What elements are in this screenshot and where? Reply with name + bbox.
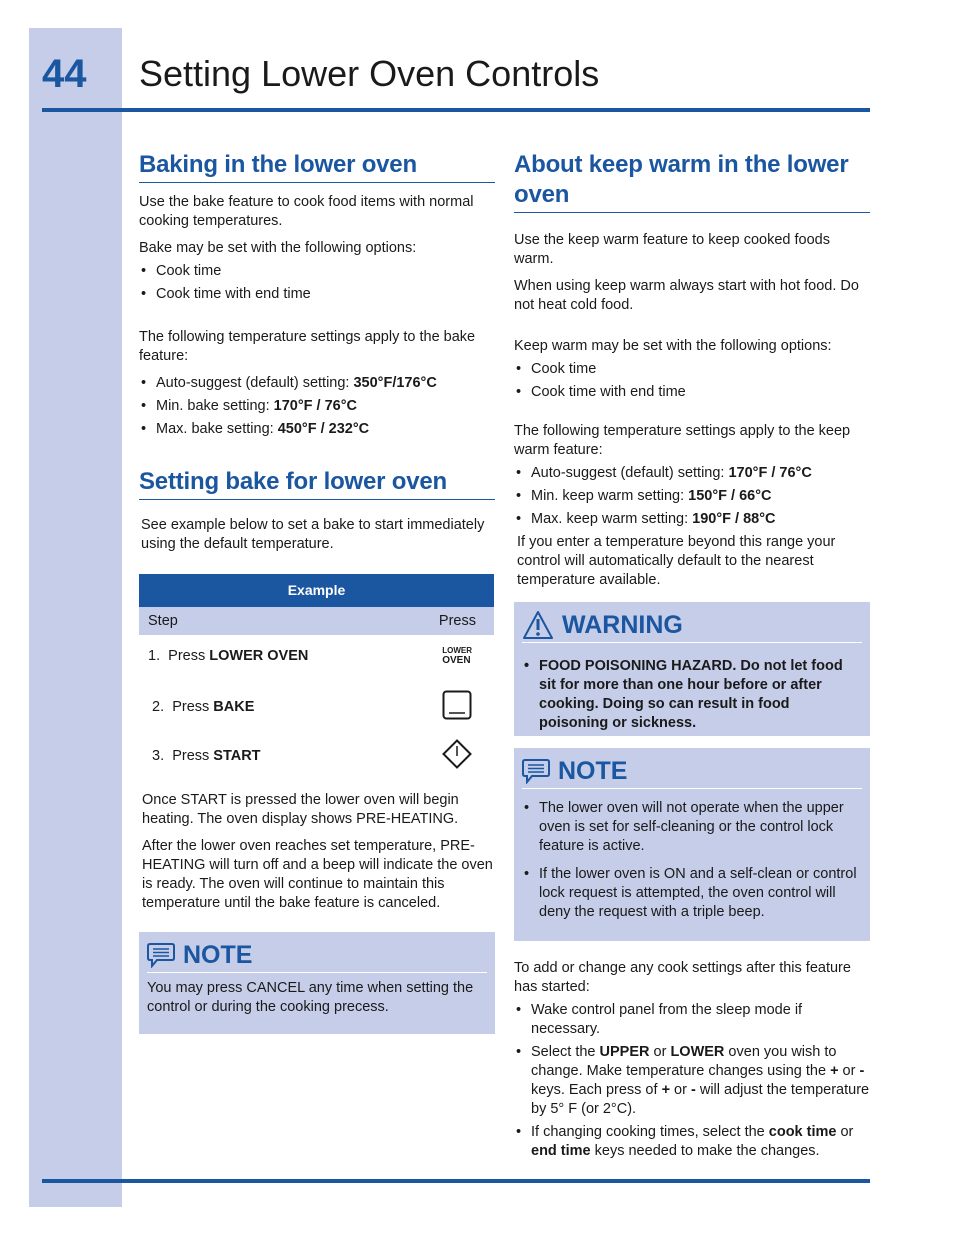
list-item: • Auto-suggest (default) setting: 170°F / 76°C <box>514 464 870 483</box>
note-list <box>522 799 862 922</box>
list-item: • Cook time with end time <box>514 383 870 402</box>
example-title: Example <box>139 574 494 607</box>
list-item: • Wake control panel from the sleep mode if necessary. <box>514 1001 870 1039</box>
keep-warm-temps-list <box>514 464 870 529</box>
keep-warm-p2: When using keep warm always start with hot food. Do not heat cold food. <box>514 278 859 313</box>
baking-options-intro: Bake may be set with the following options: <box>139 240 417 256</box>
warning-box <box>514 602 870 736</box>
note-icon <box>147 942 175 968</box>
list-item: • Select the UPPER or LOWER oven you wish to change. Make temperature changes using the + or - keys. Each press of + or - will adjust the temperature by 5° F (or 2°C). <box>514 1043 870 1119</box>
step-text: 1. Press LOWER OVEN <box>148 648 309 664</box>
list-item: • Min. bake setting: 170°F / 76°C <box>139 397 495 416</box>
list-item: • Max. keep warm setting: 190°F / 88°C <box>514 510 870 529</box>
note-title: NOTE <box>183 941 253 969</box>
baking-heading: Baking in the lower oven <box>139 150 495 183</box>
table-row <box>139 635 494 677</box>
start-key-icon <box>442 739 472 773</box>
step-text: 2. Press BAKE <box>152 699 255 715</box>
note-header <box>147 940 487 973</box>
warning-list <box>522 657 862 733</box>
after-preheat-text: After the lower oven reaches set temperature, PRE-HEATING will turn off and a beep will indicate the oven is ready. The oven will continue to maintain this temperature until the bake feature is canceled. <box>142 838 493 911</box>
page-sidebar-band <box>29 28 122 1207</box>
list-item: • The lower oven will not operate when the upper oven is set for self-cleaning or the control lock feature is active. <box>522 799 862 856</box>
right-column <box>514 150 870 1165</box>
page-number: 44 <box>42 52 87 96</box>
list-item: • FOOD POISONING HAZARD. Do not let food sit for more than one hour before or after cooking. Doing so can result in food poisoning or sickness. <box>522 657 862 733</box>
list-item: • If changing cooking times, select the cook time or end time keys needed to make the changes. <box>514 1123 870 1161</box>
step-column-header: Step <box>148 613 178 629</box>
example-table <box>139 574 494 775</box>
change-list <box>514 1001 870 1161</box>
note-box-right <box>514 748 870 941</box>
keep-warm-temps-intro: The following temperature settings apply to the keep warm feature: <box>514 423 851 458</box>
list-item: • If the lower oven is ON and a self-clean or control lock request is attempted, the oven control will deny the request with a triple beep. <box>522 865 862 922</box>
note-box-left <box>139 932 495 1034</box>
list-item: • Auto-suggest (default) setting: 350°F/176°C <box>139 374 495 393</box>
example-header-row <box>139 607 494 635</box>
keep-warm-heading: About keep warm in the lower oven <box>514 150 870 213</box>
step-text: 3. Press START <box>152 748 261 764</box>
setting-heading: Setting bake for lower oven <box>139 467 495 500</box>
left-column <box>139 150 495 1034</box>
range-note: If you enter a temperature beyond this range your control will automatically default to the nearest temperature available. <box>517 534 836 588</box>
page-title: Setting Lower Oven Controls <box>139 53 600 94</box>
warning-title: WARNING <box>562 611 683 639</box>
setting-intro: See example below to set a bake to start immediately using the default temperature. <box>141 517 485 552</box>
list-item: • Max. bake setting: 450°F / 232°C <box>139 420 495 439</box>
warning-icon <box>522 610 554 640</box>
note-title: NOTE <box>558 757 628 785</box>
list-item: • Cook time with end time <box>139 285 495 304</box>
press-column-header: Press <box>438 613 476 629</box>
note-header <box>522 756 862 789</box>
lower-oven-key: LOWER OVEN <box>442 646 472 666</box>
list-item: • Cook time <box>139 262 495 281</box>
footer-divider <box>42 1179 870 1183</box>
baking-intro: Use the bake feature to cook food items with normal cooking temperatures. <box>139 194 474 229</box>
baking-temps-list <box>139 374 495 439</box>
header-divider <box>42 108 870 112</box>
bake-key-icon <box>442 690 472 724</box>
warning-header <box>522 610 862 643</box>
change-intro: To add or change any cook settings after this feature has started: <box>514 960 851 995</box>
baking-options-list <box>139 262 495 304</box>
keep-warm-p1: Use the keep warm feature to keep cooked foods warm. <box>514 232 830 267</box>
list-item: • Min. keep warm setting: 150°F / 66°C <box>514 487 870 506</box>
baking-temps-intro: The following temperature settings apply to the bake feature: <box>139 329 476 364</box>
table-row <box>139 677 494 737</box>
note-text: You may press CANCEL any time when setting the control or during the cooking precess. <box>147 980 474 1015</box>
keep-warm-options-intro: Keep warm may be set with the following options: <box>514 338 832 354</box>
table-row <box>139 737 494 775</box>
list-item: • Cook time <box>514 360 870 379</box>
keep-warm-options-list <box>514 360 870 402</box>
note-icon <box>522 758 550 784</box>
after-start-text: Once START is pressed the lower oven will begin heating. The oven display shows PRE-HEATING. <box>142 792 459 827</box>
